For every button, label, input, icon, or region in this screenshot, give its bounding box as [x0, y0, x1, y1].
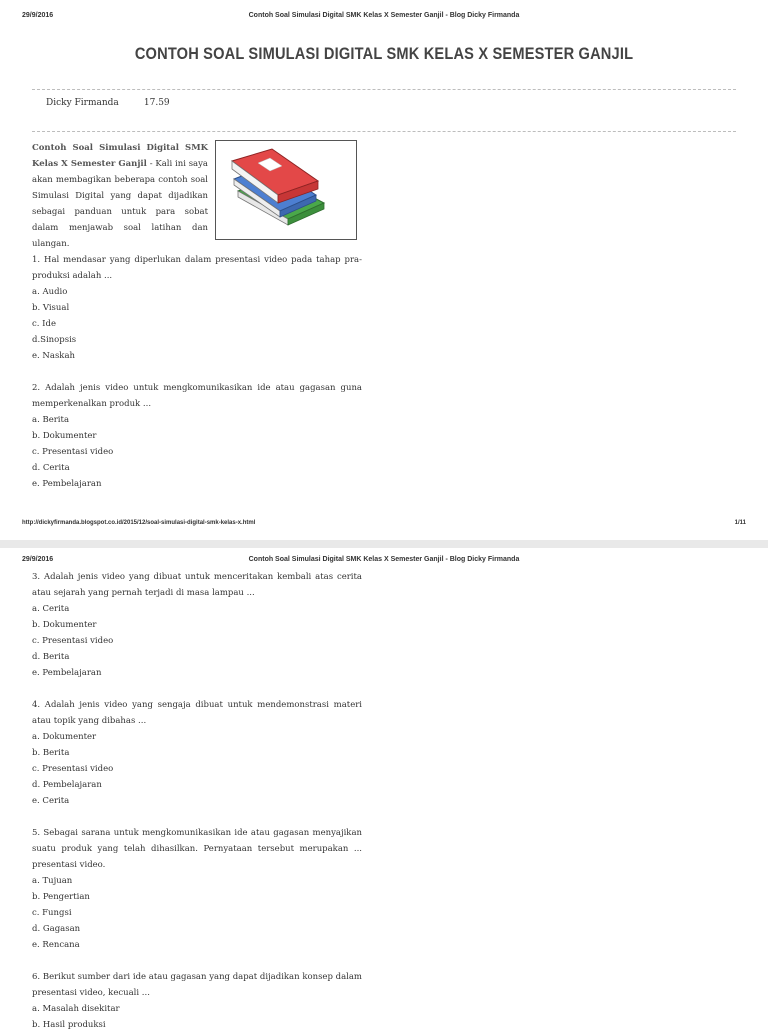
answer-option: a. Masalah disekitar [32, 1004, 120, 1014]
answer-option: a. Tujuan [32, 876, 73, 886]
answer-option: e. Rencana [32, 940, 80, 950]
question-block-2 [32, 380, 362, 492]
question-block-5 [32, 825, 362, 953]
answer-option: c. Fungsi [32, 908, 72, 918]
page-url[interactable]: http://dickyfirmanda.blogspot.co.id/2015/12/soal-simulasi-digital-smk-kelas-x.html [22, 520, 256, 526]
question-text: 4. Adalah jenis video yang sengaja dibuat untuk mendemonstrasi materi atau topik yang dibahas ... [32, 700, 362, 726]
answer-option: c. Presentasi video [32, 764, 114, 774]
answer-option: d.Sinopsis [32, 335, 77, 345]
question-text: 6. Berikut sumber dari ide atau gagasan yang dapat dijadikan konsep dalam presentasi video, kecuali ... [32, 972, 362, 998]
answer-option: e. Cerita [32, 796, 70, 806]
question-block-3 [32, 569, 362, 681]
answer-option: c. Ide [32, 319, 56, 329]
pdf-page-2 [0, 548, 768, 1030]
question-block-1 [32, 252, 362, 364]
question-text: 2. Adalah jenis video untuk mengkomunikasikan ide atau gagasan guna memperkenalkan produk ... [32, 383, 362, 409]
books-image [215, 140, 357, 240]
divider [32, 89, 736, 90]
answer-option: b. Visual [32, 303, 70, 313]
answer-option: b. Dokumenter [32, 431, 97, 441]
page-number: 1/11 [734, 520, 746, 526]
intro-text: - Kali ini saya akan membagikan beberapa contoh soal Simulasi Digital yang dapat dijadikan sebagai panduan untuk para sobat dalam menjawab soal latihan dan ulangan. [32, 159, 208, 249]
page-separator [0, 540, 768, 548]
post-time[interactable]: 17.59 [143, 98, 170, 108]
intro-paragraph [32, 140, 208, 252]
answer-option: e. Pembelajaran [32, 668, 102, 678]
answer-option: b. Pengertian [32, 892, 90, 902]
books-icon [216, 141, 356, 239]
intro-bold: Contoh Soal Simulasi Digital SMK Kelas X Semester Ganjil [32, 143, 208, 169]
question-text: 3. Adalah jenis video yang dibuat untuk menceritakan kembali atas cerita atau sejarah yang pernah terjadi di masa lampau ... [32, 572, 362, 598]
answer-option: e. Pembelajaran [32, 479, 102, 489]
page-header [22, 12, 746, 22]
print-date: 29/9/2016 [22, 556, 54, 563]
answer-option: b. Hasil produksi [32, 1020, 106, 1030]
print-title: Contoh Soal Simulasi Digital SMK Kelas X Semester Ganjil - Blog Dicky Firmanda [248, 12, 520, 19]
answer-option: a. Audio [32, 287, 68, 297]
answer-option: c. Presentasi video [32, 636, 114, 646]
answer-option: b. Berita [32, 748, 70, 758]
question-text: 1. Hal mendasar yang diperlukan dalam presentasi video pada tahap pra-produksi adalah ... [32, 255, 362, 281]
answer-option: a. Berita [32, 415, 70, 425]
answer-option: c. Presentasi video [32, 447, 114, 457]
answer-option: d. Cerita [32, 463, 70, 473]
page-header [22, 556, 746, 566]
post-author[interactable]: Dicky Firmanda [46, 98, 119, 108]
question-text: 5. Sebagai sarana untuk mengkomunikasikan ide atau gagasan menyajikan suatu produk yang telah dihasilkan. Pernyataan tersebut merupakan ... presentasi video. [32, 828, 362, 870]
divider [32, 131, 736, 132]
question-block-6 [32, 969, 362, 1033]
answer-option: d. Pembelajaran [32, 780, 102, 790]
answer-option: a. Cerita [32, 604, 70, 614]
answer-option: e. Naskah [32, 351, 75, 361]
article-title: CONTOH SOAL SIMULASI DIGITAL SMK KELAS X SEMESTER GANJIL [134, 44, 634, 63]
answer-option: a. Dokumenter [32, 732, 97, 742]
print-date: 29/9/2016 [22, 12, 54, 19]
answer-option: b. Dokumenter [32, 620, 97, 630]
answer-option: d. Berita [32, 652, 70, 662]
answer-option: d. Gagasan [32, 924, 81, 934]
post-meta [46, 98, 170, 108]
question-block-4 [32, 697, 362, 809]
print-title: Contoh Soal Simulasi Digital SMK Kelas X Semester Ganjil - Blog Dicky Firmanda [248, 556, 520, 563]
